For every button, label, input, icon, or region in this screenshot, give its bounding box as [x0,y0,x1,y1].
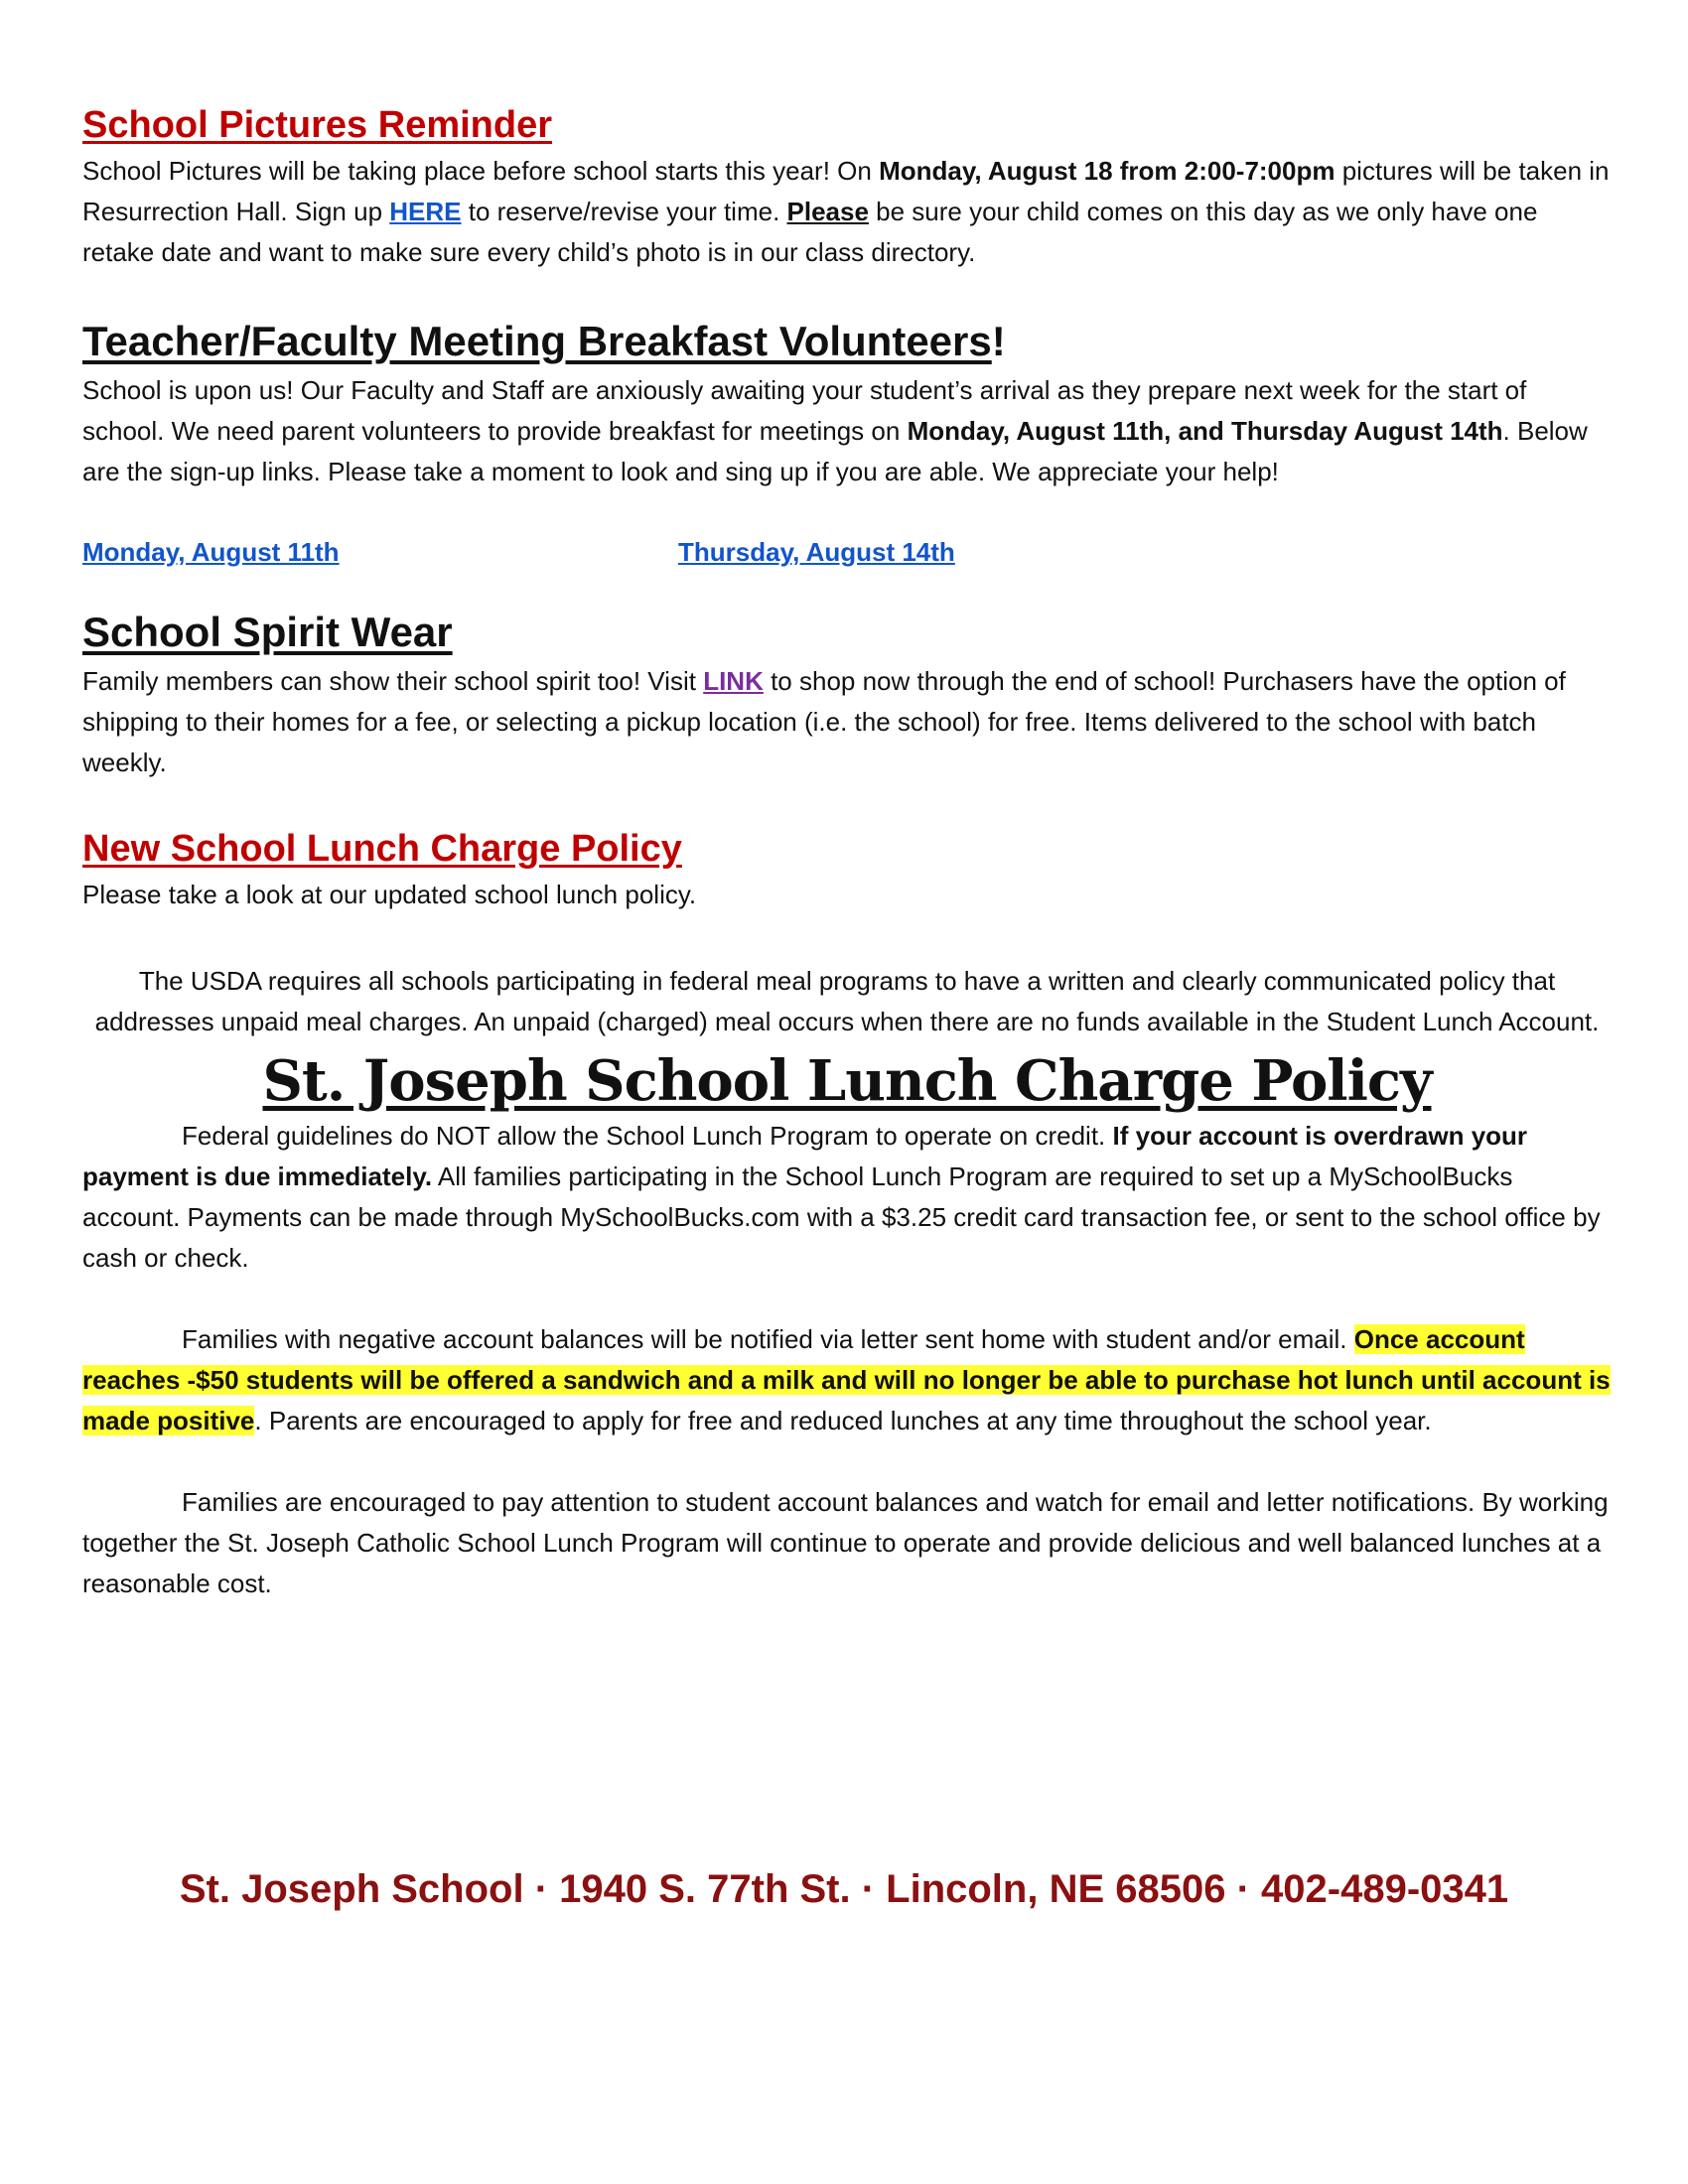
school-pictures-section [82,99,1612,273]
heading-suffix: ! [991,318,1006,364]
policy-title: St. Joseph School Lunch Charge Policy [262,1048,1432,1114]
overdrawn-notice: If your account is overdrawn your payment is due immediately. [82,1121,1528,1191]
thursday-signup-link[interactable]: Thursday, August 14th [678,537,955,567]
text: Federal guidelines do NOT allow the School Lunch Program to operate on credit. [182,1121,1113,1151]
text: School Pictures will be taking place before school starts this year! On [82,156,880,186]
text: be sure your child comes on this day as we only have one retake date and want to make sure every child’s photo is in our class directory. [82,197,1538,267]
text: Family members can show their school spirit too! Visit [82,666,704,696]
school-pictures-body [82,151,1612,273]
monday-signup-link[interactable]: Monday, August 11th [82,537,340,567]
faculty-breakfast-heading [82,313,1612,370]
lunch-policy-section [82,823,1612,1604]
lunch-policy-heading: New School Lunch Charge Policy [82,828,682,870]
spirit-wear-body [82,661,1612,783]
please-emphasis: Please [786,197,869,226]
spirit-wear-heading: School Spirit Wear [82,609,453,655]
heading-text: Teacher/Faculty Meeting Breakfast Volunteers [82,318,992,364]
school-contact-footer: St. Joseph School · 1940 S. 77th St. · Lincoln, NE 68506 · 402-489-0341 [179,1867,1509,1911]
school-pictures-heading: School Pictures Reminder [82,104,553,146]
faculty-breakfast-body [82,370,1612,492]
policy-paragraph-1 [82,1116,1612,1279]
usda-statement: The USDA requires all schools participating in federal meal programs to have a written and clearly communicated policy that addresses unpaid meal charges. An unpaid (charged) meal occurs when there are no funds available in the Student Lunch Account. [94,966,1600,1036]
text: Families with negative account balances will be notified via letter sent home with student and/or email. [182,1324,1354,1354]
policy-paragraph-3: Families are encouraged to pay attention to student account balances and watch for email and letter notifications. By working together the St. Joseph Catholic School Lunch Program will continue to operate and provide delicious and well balanced lunches at a reasonable cost. [82,1487,1609,1598]
newsletter-page [82,99,1612,1604]
spirit-wear-section [82,604,1612,783]
text: to shop now through the end of school! Purchasers have the option of shipping to their homes for a fee, or selecting a pickup location (i.e. the school) for free. Items delivered to the school with batch weekly. [82,666,1566,777]
highlighted-rule: Once account reaches -$50 students will be offered a sandwich and a milk and will no longer be able to purchase hot lunch until account is made positive [82,1324,1611,1435]
faculty-breakfast-section [82,313,1612,574]
spirit-wear-link[interactable]: LINK [703,666,764,696]
text: School is upon us! Our Faculty and Staff are anxiously awaiting your student’s arrival as they prepare next week for the start of school. We need parent volunteers to provide breakfast for meetings on [82,375,1527,446]
signup-links-row [82,530,1612,574]
lunch-policy-intro: Please take a look at our updated school lunch policy. [82,880,697,909]
signup-here-link[interactable]: HERE [389,197,462,226]
text: to reserve/revise your time. [461,197,787,226]
text: . Below are the sign-up links. Please take a moment to look and sing up if you are able. We appreciate your help! [82,416,1588,486]
meeting-dates: Monday, August 11th, and Thursday August 14th [907,416,1503,446]
picture-date: Monday, August 18 from 2:00-7:00pm [879,156,1336,186]
policy-paragraph-2 [82,1319,1612,1441]
text: . Parents are encouraged to apply for free and reduced lunches at any time throughout the school year. [254,1406,1432,1435]
text: pictures will be taken in Resurrection Hall. Sign up [82,156,1610,226]
text: All families participating in the School Lunch Program are required to set up a MySchoolBucks account. Payments can be made through MySchoolBucks.com with a $3.25 credit card transaction fee, or sent to the school office by cash or check. [82,1161,1601,1273]
